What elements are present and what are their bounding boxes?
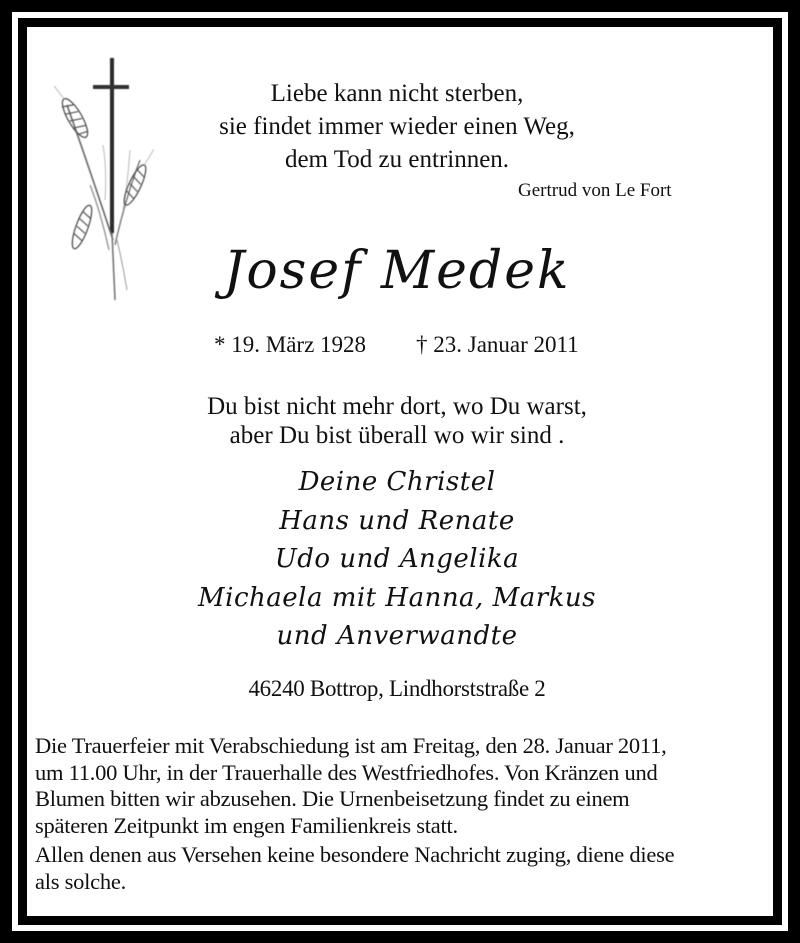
closing-line: Allen denen aus Versehen keine besondere Nachricht zuging, diene diese (35, 842, 675, 867)
memorial-verse (147, 392, 647, 450)
mourner-line: und Anverwandte (276, 621, 518, 651)
birth-date: * 19. März 1928 (214, 332, 367, 357)
verse-line: aber Du bist überall wo wir sind . (229, 422, 565, 449)
verse-line: Du bist nicht mehr dort, wo Du warst, (207, 393, 587, 420)
mourner-line: Deine Christel (298, 467, 496, 497)
quote-author: Gertrud von Le Fort (518, 180, 672, 201)
quote-line: dem Tod zu entrinnen. (284, 146, 510, 173)
address: 46240 Bottrop, Lindhorststraße 2 (248, 676, 546, 701)
funeral-line: späteren Zeitpunkt im engen Familienkreis statt. (35, 812, 458, 838)
mourner-line: Michaela mit Hanna, Markus (198, 582, 596, 613)
obituary-notice (27, 27, 773, 916)
death-date: † 23. Januar 2011 (416, 332, 579, 357)
funeral-line: um 11.00 Uhr, in der Trauerhalle des Westfriedhofes. Von Kränzen und (35, 759, 658, 785)
quote-line: Liebe kann nicht sterben, (270, 80, 524, 107)
funeral-details (35, 733, 767, 839)
quote-line: sie findet immer wieder einen Weg, (219, 113, 575, 140)
closing-note (35, 842, 767, 895)
mourner-line: Hans und Renate (279, 505, 515, 536)
funeral-line: Blumen bitten wir abzusehen. Die Urnenbeisetzung findet zu einem (35, 786, 630, 811)
closing-line: als solche. (35, 868, 126, 894)
mourners-list (147, 463, 647, 656)
mourner-line: Udo und Angelika (274, 544, 520, 574)
funeral-line: Die Trauerfeier mit Verabschiedung ist am Freitag, den 28. Januar 2011, (35, 733, 667, 758)
deceased-name: Josef Medek (223, 241, 571, 301)
quote (177, 77, 617, 176)
